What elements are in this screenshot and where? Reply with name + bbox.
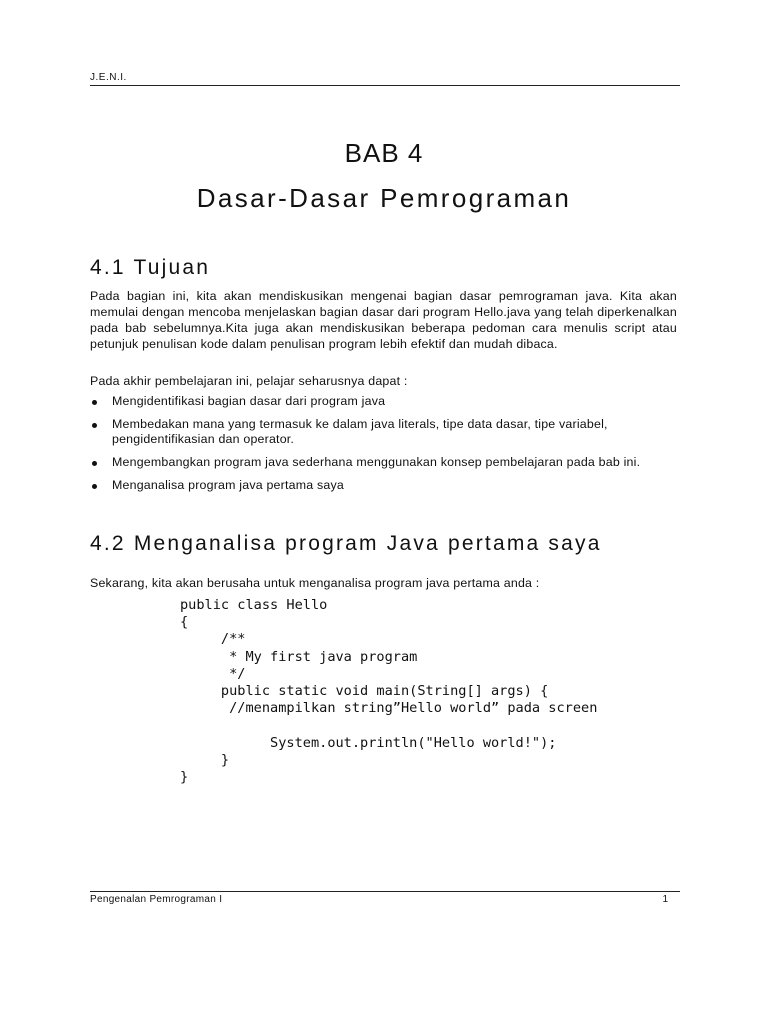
code-line: System.out.println("Hello world!");: [180, 734, 557, 751]
section2-intro: Sekarang, kita akan berusaha untuk menganalisa program java pertama anda :: [90, 576, 540, 590]
code-line: public static void main(String[] args) {: [180, 682, 549, 699]
running-footer: Pengenalan Pemrograman I: [90, 894, 223, 905]
code-line: }: [180, 751, 230, 768]
code-line: //menampilkan string”Hello world” pada screen: [180, 700, 598, 717]
header-rule: [90, 85, 680, 86]
intro-paragraph: Pada bagian ini, kita akan mendiskusikan mengenai bagian dasar pemrograman java. Kita akan memulai dengan mencoba menjelaskan bagian dasar dari program Hello.java yang telah diperkenalkan pada bab sebelumnya.Kita juga akan mendiskusikan beberapa pedoman cara menulis script atau petunjuk penulisan kode dalam penulisan program lebih efektif dan mudah dibaca.: [90, 289, 677, 351]
code-line: */: [180, 665, 246, 682]
chapter-title: Dasar-Dasar Pemrograman: [196, 183, 572, 213]
code-line: public class Hello: [180, 597, 328, 613]
list-item-text: Membedakan mana yang termasuk ke dalam java literals, tipe data dasar, tipe variabel, pengidentifikasian dan operator.: [112, 417, 608, 446]
page-number: 1: [662, 894, 668, 905]
running-header: J.E.N.I.: [90, 72, 127, 83]
bullet-icon: [92, 461, 97, 466]
section-heading-menganalisa: 4.2 Menganalisa program Java pertama saya: [90, 532, 602, 555]
code-line: /**: [180, 631, 246, 648]
bullet-icon: [92, 484, 97, 489]
code-block: [180, 597, 597, 786]
chapter-number: BAB 4: [344, 138, 424, 168]
list-item-text: Menganalisa program java pertama saya: [112, 478, 344, 492]
footer-rule: [90, 891, 680, 892]
list-item-text: Mengembangkan program java sederhana menggunakan konsep pembelajaran pada bab ini.: [112, 455, 641, 469]
list-item: [90, 417, 678, 447]
objectives-lead: Pada akhir pembelajaran ini, pelajar seharusnya dapat :: [90, 374, 408, 388]
bullet-icon: [92, 400, 97, 405]
code-line: }: [180, 768, 189, 785]
code-line: * My first java program: [180, 648, 418, 665]
list-item: [90, 455, 678, 470]
bullet-icon: [92, 423, 97, 428]
code-line: [180, 717, 597, 734]
list-item-text: Mengidentifikasi bagian dasar dari program java: [112, 394, 386, 408]
list-item: [90, 394, 678, 409]
code-line: {: [180, 614, 189, 631]
objectives-list: [90, 394, 678, 501]
list-item: [90, 478, 678, 493]
section-heading-tujuan: 4.1 Tujuan: [90, 256, 211, 279]
